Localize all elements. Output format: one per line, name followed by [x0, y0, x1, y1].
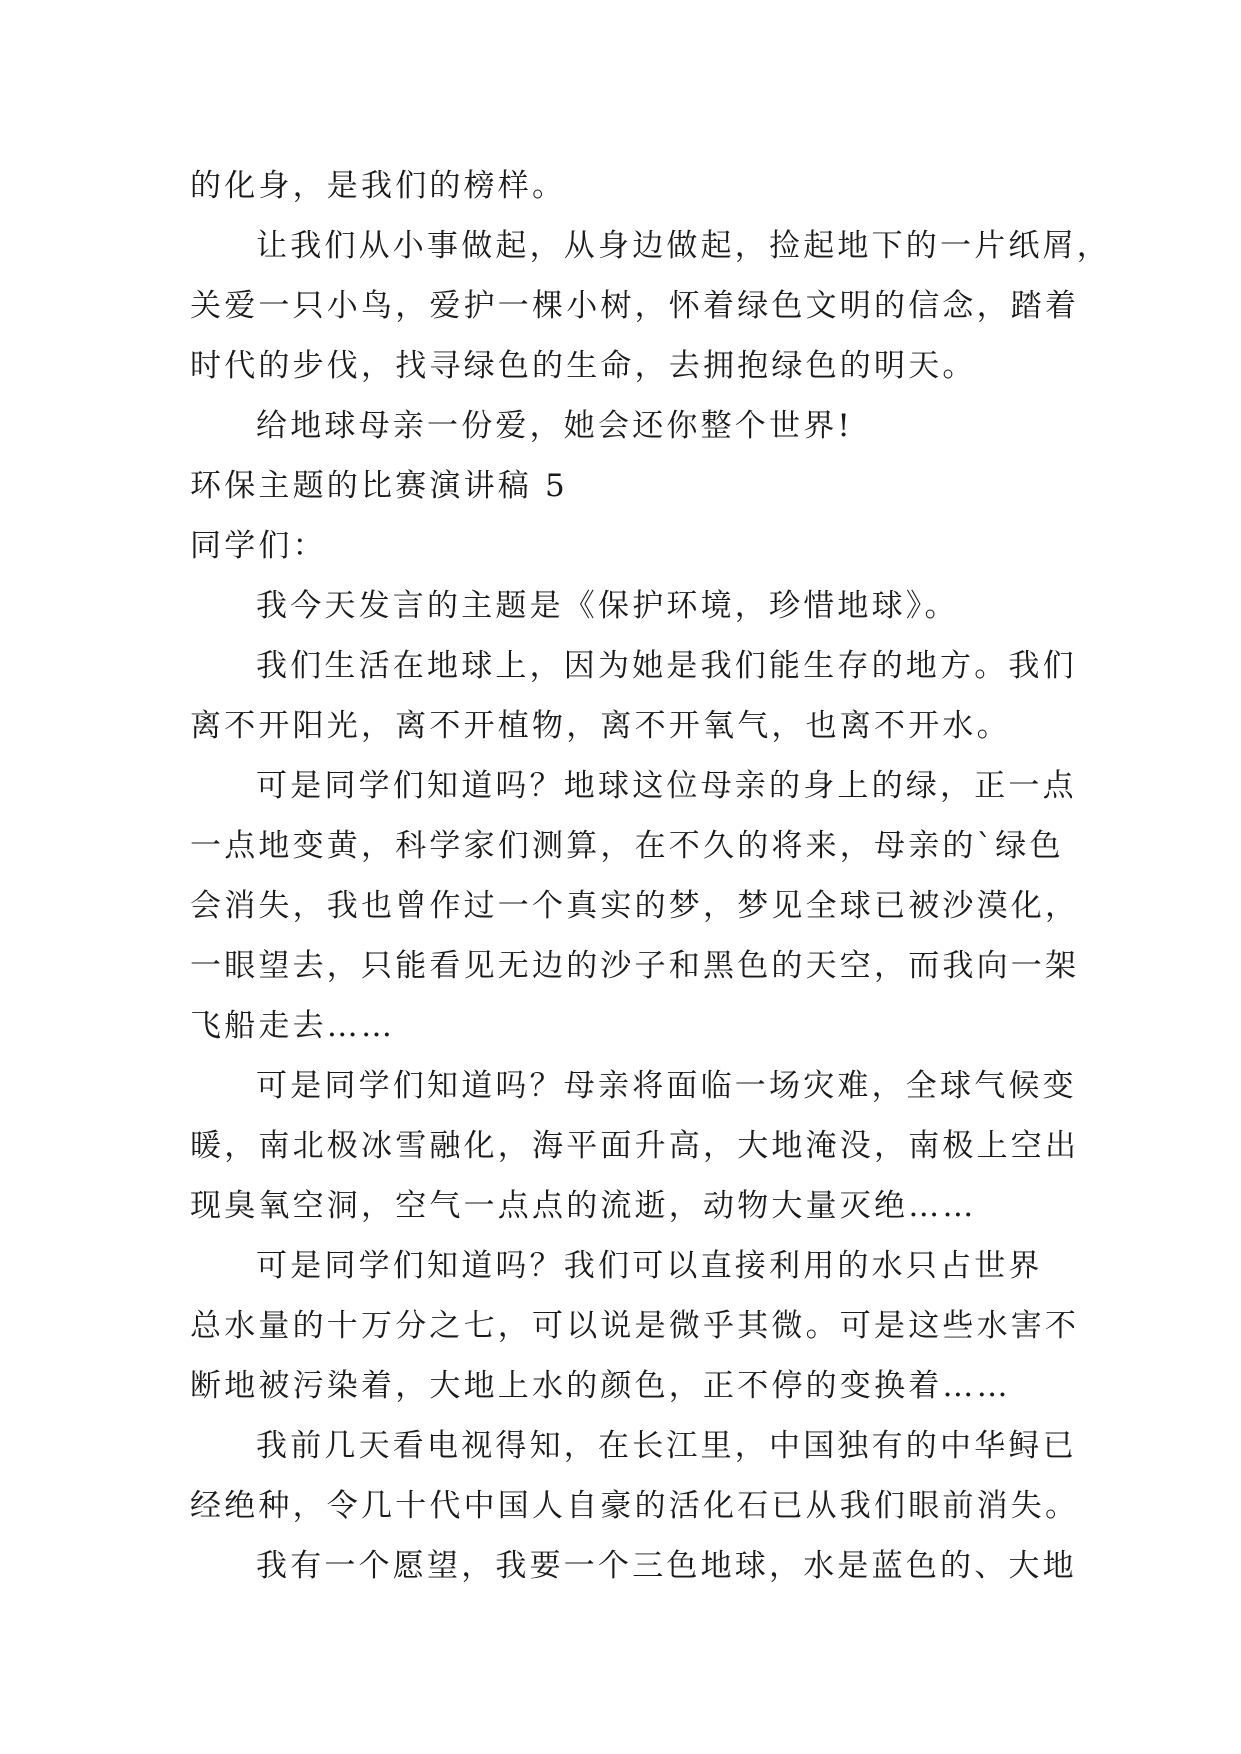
- paragraph-line: 我今天发言的主题是《保护环境，珍惜地球》。: [256, 588, 959, 624]
- paragraph-line: 我前几天看电视得知，在长江里，中国独有的中华鲟已: [256, 1428, 1077, 1464]
- paragraph-line: 可是同学们知道吗？母亲将面临一场灾难，全球气候变: [256, 1068, 1077, 1104]
- paragraph-line: 我们生活在地球上，因为她是我们能生存的地方。我们: [256, 648, 1077, 684]
- paragraph-line: 飞船走去……: [190, 1008, 396, 1044]
- paragraph-line: 会消失，我也曾作过一个真实的梦，梦见全球已被沙漠化，: [190, 888, 1080, 924]
- paragraph-line: 暖，南北极冰雪融化，海平面升高，大地淹没，南极上空出: [190, 1128, 1080, 1164]
- salutation: 同学们：: [190, 528, 327, 564]
- paragraph-line: 离不开阳光，离不开植物，离不开氧气，也离不开水。: [190, 708, 1011, 744]
- paragraph-line: 可是同学们知道吗？地球这位母亲的身上的绿，正一点: [256, 768, 1077, 804]
- section-title: 环保主题的比赛演讲稿 5: [190, 468, 568, 504]
- paragraph-line: 关爱一只小鸟，爱护一棵小树，怀着绿色文明的信念，踏着: [190, 288, 1080, 324]
- paragraph-line: 一点地变黄，科学家们测算，在不久的将来，母亲的`绿色: [190, 828, 1064, 864]
- paragraph-line: 一眼望去，只能看见无边的沙子和黑色的天空，而我向一架: [190, 948, 1080, 984]
- paragraph-line: 断地被污染着，大地上水的颜色，正不停的变换着……: [190, 1368, 1011, 1404]
- paragraph-line: 经绝种，令几十代中国人自豪的活化石已从我们眼前消失。: [190, 1488, 1080, 1524]
- paragraph-line: 时代的步伐，找寻绿色的生命，去拥抱绿色的明天。: [190, 348, 977, 384]
- paragraph-line: 我有一个愿望，我要一个三色地球，水是蓝色的、大地: [256, 1548, 1077, 1584]
- paragraph-line: 让我们从小事做起，从身边做起，捡起地下的一片纸屑，: [256, 228, 1111, 264]
- paragraph-line: 给地球母亲一份爱，她会还你整个世界!: [256, 408, 854, 444]
- paragraph-line: 现臭氧空洞，空气一点点的流逝，动物大量灭绝……: [190, 1188, 977, 1224]
- paragraph-line: 总水量的十万分之七，可以说是微乎其微。可是这些水害不: [190, 1308, 1080, 1344]
- paragraph-line: 的化身，是我们的榜样。: [190, 168, 567, 204]
- paragraph-line: 可是同学们知道吗？我们可以直接利用的水只占世界: [256, 1248, 1043, 1284]
